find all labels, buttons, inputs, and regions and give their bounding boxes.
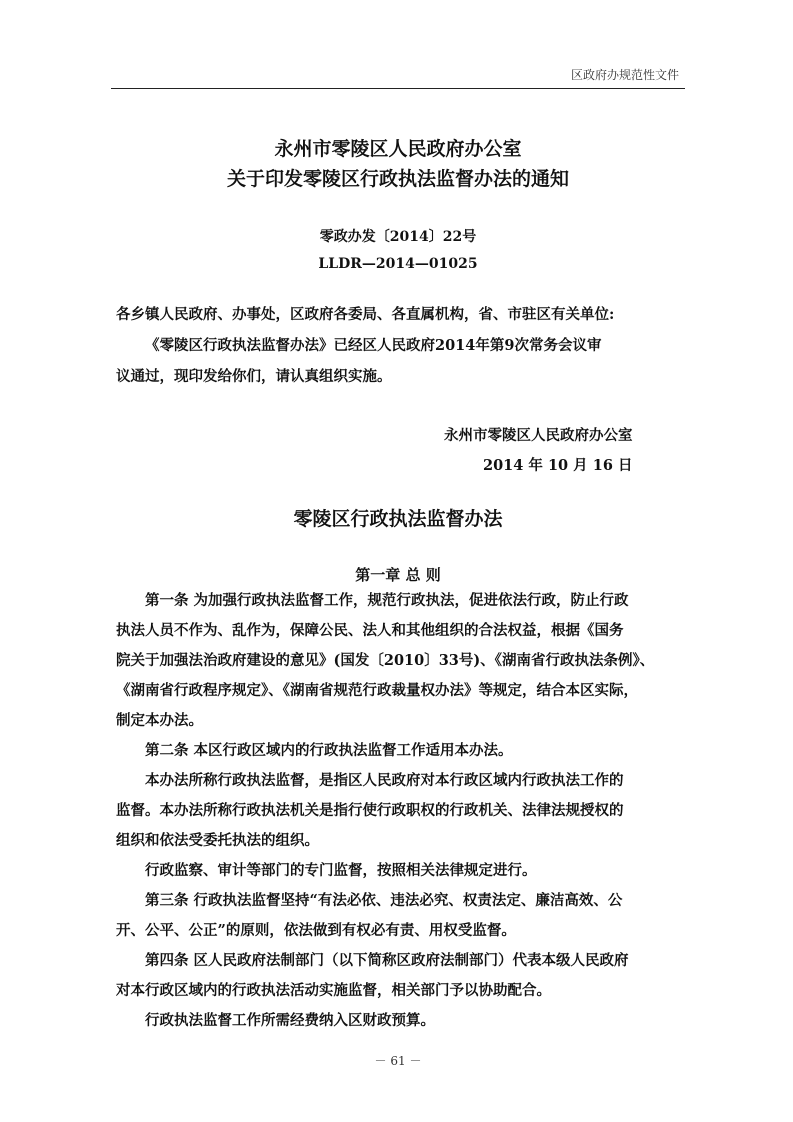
article-line: 第一条 为加强行政执法监督工作，规范行政执法，促进依法行政，防止行政: [145, 592, 629, 609]
notice-title-line1: 永州市零陵区人民政府办公室: [274, 138, 522, 160]
article-line: 执法人员不作为、乱作为，保障公民、法人和其他组织的合法权益，根据《国务: [116, 622, 624, 639]
document-number: 零政办发〔2014〕22号: [319, 229, 477, 245]
notice-body-line: 议通过，现印发给你们，请认真组织实施。: [116, 368, 392, 385]
issue-date: 2014 年 10 月 16 日: [483, 457, 633, 474]
article-line: 行政监察、审计等部门的专门监督，按照相关法律规定进行。: [145, 862, 537, 879]
page-number: － 61 －: [374, 1054, 422, 1068]
article-line: 监督。本办法所称行政执法机关是指行使行政职权的行政机关、法律法规授权的: [116, 802, 624, 819]
article-line: 第二条 本区行政区域内的行政执法监督工作适用本办法。: [145, 742, 513, 759]
article-line: 开、公平、公正”的原则，依法做到有权必有责、用权受监督。: [116, 922, 516, 939]
header-rule: [111, 88, 685, 89]
article-line: 第四条 区人民政府法制部门（以下简称区政府法制部门）代表本级人民政府: [145, 952, 629, 969]
article-line: 对本行政区域内的行政执法活动实施监督，相关部门予以协助配合。: [116, 982, 551, 999]
chapter-heading: 第一章 总 则: [355, 566, 441, 584]
article-line: 院关于加强法治政府建设的意见》(国发〔2010〕33号)、《湖南省行政执法条例》、: [116, 652, 655, 669]
article-line: 组织和依法受委托执法的组织。: [116, 832, 319, 849]
article-line: 《湖南省行政程序规定》、《湖南省规范行政裁量权办法》等规定，结合本区实际，: [116, 682, 638, 699]
measures-title: 零陵区行政执法监督办法: [293, 508, 503, 530]
article-line: 第三条 行政执法监督坚持“有法必依、违法必究、权责法定、廉洁高效、公: [145, 892, 623, 909]
addressee-line: 各乡镇人民政府、办事处，区政府各委局、各直属机构，省、市驻区有关单位:: [116, 306, 615, 323]
article-line: 行政执法监督工作所需经费纳入区财政预算。: [145, 1012, 435, 1029]
signer: 永州市零陵区人民政府办公室: [444, 427, 633, 444]
registration-number: LLDR—2014—01025: [318, 256, 478, 272]
notice-body-line: 《零陵区行政执法监督办法》已经区人民政府2014年第9次常务会议审: [145, 337, 602, 354]
article-line: 制定本办法。: [116, 712, 203, 729]
notice-title-line2: 关于印发零陵区行政执法监督办法的通知: [226, 168, 569, 190]
article-line: 本办法所称行政执法监督，是指区人民政府对本行政区域内行政执法工作的: [145, 772, 624, 789]
header-label: 区政府办规范性文件: [570, 68, 679, 82]
